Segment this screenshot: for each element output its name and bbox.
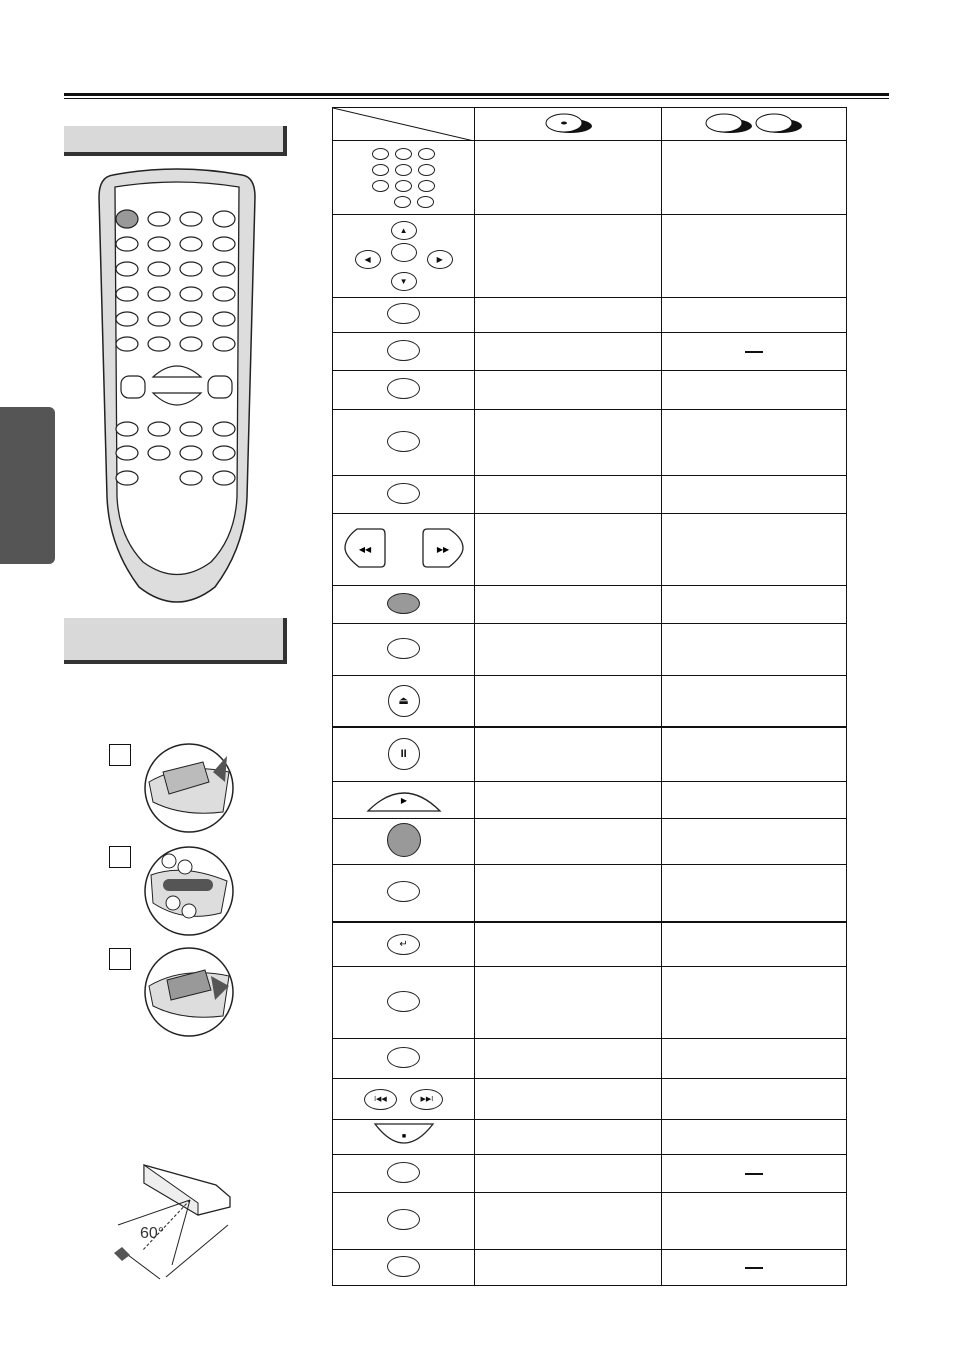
button-cell [333,676,475,727]
table-row [333,865,847,922]
dvd-cell [475,1079,661,1120]
cd-cell [661,624,846,676]
cd-cell [661,727,846,782]
cd-cell [661,298,846,333]
battery-step-2-illustration [143,845,235,937]
table-row [333,819,847,865]
return-icon: ↵ [399,938,408,950]
cd-cell [661,1193,846,1250]
table-header-row [333,108,847,141]
dvd-cell [475,476,661,514]
dvd-cell [475,410,661,476]
dvd-cell [475,371,661,410]
cd-cell [661,215,846,298]
cd-cell [661,371,846,410]
button-cell [333,1155,475,1193]
table-row [333,1155,847,1193]
button-cell [333,865,475,922]
side-tab [0,407,55,564]
step-box-1 [109,744,131,766]
battery-step-3-illustration [143,946,235,1038]
table-row [333,1079,847,1120]
search-buttons-graphic [339,526,469,570]
button-cell [333,922,475,967]
oval-button-icon [387,638,420,659]
cd-cell [661,819,846,865]
dvd-cell [475,1250,661,1286]
oval-button-icon [387,1209,420,1230]
cd-cell [661,333,846,371]
play-button-cell [333,782,475,819]
num-button-9 [418,180,435,192]
dvd-cell [475,514,661,586]
cd-cell [661,514,846,586]
dvd-cell [475,922,661,967]
table-row [333,514,847,586]
button-cell [333,371,475,410]
num-button-3 [418,148,435,160]
down-arrow-icon: ▼ [391,272,417,291]
dvd-cell [475,624,661,676]
left-arrow-icon: ◀ [355,250,381,269]
num-button-7 [372,180,389,192]
stop-button-cell [333,1120,475,1155]
cd-cell [661,476,846,514]
dvd-disc-icon [544,112,592,134]
table-row [333,922,847,967]
oval-button-icon [387,378,420,399]
table-header-corner [333,108,475,141]
button-cell [333,967,475,1039]
table-row [333,586,847,624]
button-cell [333,727,475,782]
oval-button-icon [387,303,420,324]
section-header-batteries [64,618,287,664]
num-button-4 [372,164,389,176]
skip-forward-button [410,1089,443,1110]
top-rule-thin [64,98,889,99]
battery-step-1-illustration [143,742,235,834]
cd-cell [661,141,846,215]
num-button-6 [418,164,435,176]
button-cell [333,333,475,371]
right-arrow-icon: ▶ [427,250,453,269]
num-button-5 [395,164,412,176]
return-button [387,934,420,955]
button-cell [333,410,475,476]
section-header-remote [64,126,287,156]
dvd-cell [475,819,661,865]
button-cell [333,624,475,676]
number-buttons-cell [333,141,475,215]
table-row [333,371,847,410]
dvd-cell [475,1120,661,1155]
skip-buttons-cell [333,1079,475,1120]
cd-cell [661,1039,846,1079]
oval-button-icon [387,1047,420,1068]
cd-disc-icon [704,112,804,134]
dvd-cell [475,782,661,819]
dash-mark [745,351,763,353]
stop-button-graphic [371,1122,437,1150]
table-row [333,410,847,476]
remote-control-illustration [95,167,260,612]
rewind-icon: ◀◀ [358,545,371,554]
cd-cell [661,1250,846,1286]
num-button-2 [395,148,412,160]
num-button-1 [372,148,389,160]
dvd-cell [475,1155,661,1193]
dvd-cell [475,1193,661,1250]
cd-cell [661,676,846,727]
table-row [333,1250,847,1286]
pause-icon: II [388,738,420,770]
skip-forward-icon: ▶▶I [420,1095,434,1103]
table-header-cd [661,108,846,141]
up-arrow-icon: ▲ [391,221,417,240]
table-row [333,215,847,298]
button-cell [333,819,475,865]
diagonal-line [333,108,474,141]
table-row [333,298,847,333]
dvd-cell [475,333,661,371]
cd-cell [661,586,846,624]
dvd-cell [475,727,661,782]
dash-mark [745,1267,763,1269]
table-row [333,782,847,819]
table-row [333,624,847,676]
skip-back-button [364,1089,397,1110]
button-cell [333,586,475,624]
power-button-icon [387,823,421,857]
table-row [333,333,847,371]
dvd-cell [475,141,661,215]
oval-button-icon [387,991,420,1012]
dvd-cell [475,215,661,298]
enter-icon [391,243,417,262]
dvd-cell [475,298,661,333]
table-row [333,727,847,782]
step-box-3 [109,948,131,970]
oval-button-icon [387,881,420,902]
table-row [333,476,847,514]
dvd-cell [475,865,661,922]
dvd-cell [475,967,661,1039]
dash-mark [745,1173,763,1175]
oval-button-icon [387,483,420,504]
cd-cell [661,1120,846,1155]
oval-button-icon [387,1162,420,1183]
cd-cell [661,967,846,1039]
stop-icon: ■ [401,1132,406,1140]
button-cell [333,1250,475,1286]
table-row [333,1039,847,1079]
cd-cell [661,1155,846,1193]
num-button-0 [417,196,434,208]
table-row [333,1193,847,1250]
eject-icon: ⏏ [388,685,420,717]
cd-cell [661,865,846,922]
button-cell [333,298,475,333]
button-cell [333,1039,475,1079]
table-row [333,141,847,215]
table-row [333,1120,847,1155]
dvd-cell [475,1039,661,1079]
num-button-10 [394,196,411,208]
top-rule [64,93,889,96]
cd-cell [661,782,846,819]
oval-button-icon [387,431,420,452]
oval-button-icon [387,340,420,361]
button-function-table [332,107,847,1286]
table-row [333,676,847,727]
operating-angle-illustration [108,1155,248,1285]
arrow-buttons-cell [333,215,475,298]
num-button-8 [395,180,412,192]
button-cell [333,476,475,514]
play-icon: ▶ [400,795,407,805]
table-header-dvd [475,108,661,141]
cd-cell [661,1079,846,1120]
search-buttons-cell [333,514,475,586]
oval-button-icon [387,1256,420,1277]
fast-forward-icon: ▶▶ [436,545,449,554]
enter-gray-button-icon [387,593,420,614]
dvd-cell [475,676,661,727]
play-button-graphic [364,785,444,813]
cd-cell [661,410,846,476]
skip-back-icon: I◀◀ [374,1095,387,1103]
dvd-cell [475,586,661,624]
angle-label: 60° [140,1225,165,1242]
cd-cell [661,922,846,967]
step-box-2 [109,846,131,868]
button-cell [333,1193,475,1250]
table-row [333,967,847,1039]
